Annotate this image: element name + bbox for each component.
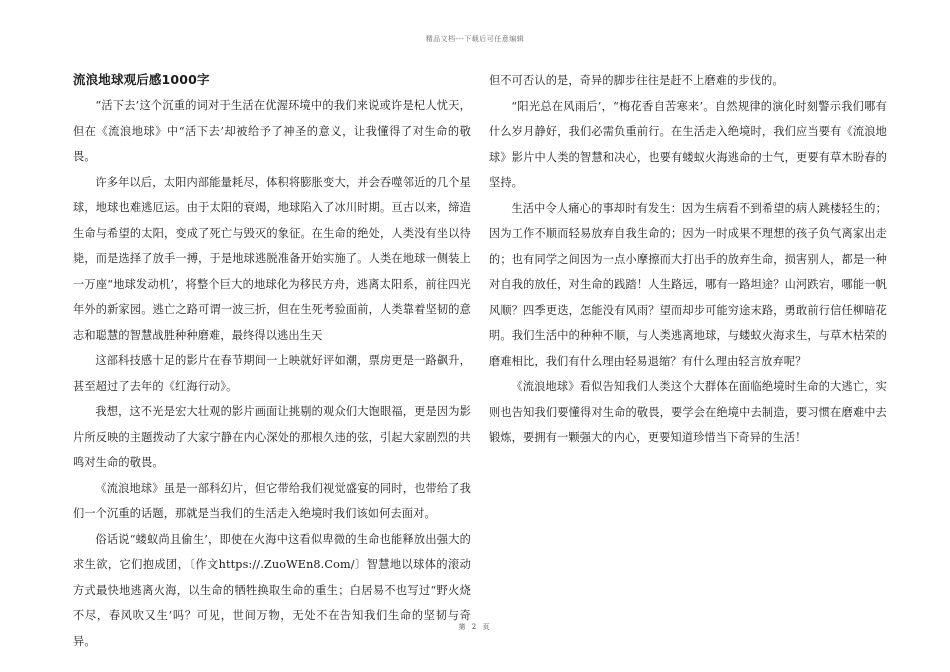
paragraph: 我想，这不光是宏大壮观的影片画面让挑剔的观众们大饱眼福，更是因为影片所反映的主题拨动了大家宁静在内心深处的那根久违的弦，引起大家剧烈的共鸣对生命的敬畏。 (73, 405, 471, 469)
paragraph: “阳光总在风雨后’，“梅花香自苦寒来’。自然规律的演化时刻警示我们哪有什么岁月静好，我们必需负重前行。在生活走入绝境时，我们应当要有《流浪地球》影片中人类的智慧和决心，也要有蝼蚁火海逃命的士气，更要有草木盼春的坚持。 (489, 99, 887, 189)
document-title: 流浪地球观后感1000字 (73, 72, 210, 87)
paragraph: 这部科技感十足的影片在春节期间一上映就好评如潮，票房更是一路飙升，甚至超过了去年的《红海行动》。 (73, 354, 471, 393)
left-column (73, 68, 471, 654)
paragraph: “活下去’这个沉重的词对于生活在优渥环境中的我们来说或许是杞人忧天，但在《流浪地球》中“活下去’却被给予了神圣的意义，让我懂得了对生命的敬畏。 (73, 99, 471, 163)
page-header: 精品文档---下载后可任意编辑 (425, 35, 525, 43)
paragraph: 俗话说“蝼蚁尚且偷生’，即使在火海中这看似卑微的生命也能释放出强大的求生欲，它们抱成团，〔作文https://.ZuoWEn8.Com/〕智慧地以球体的滚动方式最快地逃离火海，以生命的牺牲换取生命的重生；白居易不也写过“野火烧不尽，春风吹又生’吗？可见，世间万物，无处不在告知我们生命的坚韧与奇异。 (73, 532, 471, 648)
right-column (489, 68, 887, 451)
paragraph: 许多年以后，太阳内部能量耗尽，体积将膨胀变大，并会吞噬邻近的几个星球，地球也难逃厄运。由于太阳的衰竭，地球陷入了冰川时期。亘古以来，缔造生命与希望的太阳，变成了死亡与毁灭的象征。在生命的绝处，人类没有坐以待毙，而是选择了放手一搏，于是地球逃脱准备开始实施了。人类在地球一侧装上一万座“地球发动机’，将整个巨大的地球化为移民方舟，逃离太阳系，前往四光年外的新家园。逃亡之路可谓一波三折，但在生死考验面前，人类靠着坚韧的意志和聪慧的智慧战胜种种磨难，最终得以逃出生天 (73, 175, 471, 342)
paragraph: 《流浪地球》看似告知我们人类这个大群体在面临绝境时生命的大逃亡，实则也告知我们要懂得对生命的敬畏，要学会在绝境中去制造，要习惯在磨难中去锻炼，要拥有一颗强大的内心，更要知道珍惜当下奇异的生活！ (489, 380, 887, 444)
paragraph: 生活中令人痛心的事却时有发生：因为生病看不到希望的病人跳楼轻生的；因为工作不顺而轻易放弃自我生命的；因为一时成果不理想的孩子负气离家出走的；也有同学之间因为一点小摩擦而大打出手的放弃生命，损害别人，都是一种对自我的放任，对生命的践踏！人生路远，哪有一路坦途？山河跌宕，哪能一帆风顺？四季更迭，怎能没有风雨？望而却步可能穷途末路，勇敢前行信任柳暗花明。我们生活中的种种不顺，与人类逃离地球，与蝼蚁火海求生，与草木枯荣的磨难相比，我们有什么理由轻易退缩？有什么理由轻言放弃呢？ (489, 201, 887, 368)
paragraph: 《流浪地球》虽是一部科幻片，但它带给我们视觉盛宴的同时，也带给了我们一个沉重的话题，那就是当我们的生活走入绝境时我们该如何去面对。 (73, 481, 471, 520)
page-number: 第 2 页 (458, 623, 492, 631)
paragraph-continuation: 但不可否认的是，奇异的脚步往往是赶不上磨难的步伐的。 (489, 74, 784, 87)
